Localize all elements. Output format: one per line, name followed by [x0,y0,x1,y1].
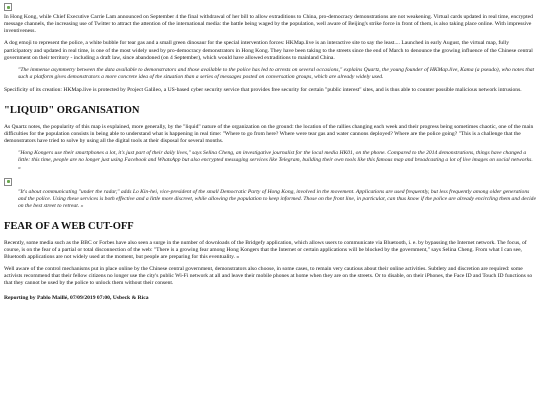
paragraph-caution: Well aware of the control mechanisms put in place online by the Chinese central government, demonstrators also choose, in some cases, to remain very cautious about their online activities. Subtlety and discretion are required: some activists recommend that their fellow citizens no longer use the city's public Wi-Fi network at all and leave their mobile phones at home when they are on the streets. Or to disable, on their iPhones, the Face ID and Touch ID functions so that they cannot be used by the police to unlock them without their consent. [4,266,533,287]
heading-fear-web-cutoff: FEAR OF A WEB CUT-OFF [4,221,134,233]
paragraph-bridgefy: Recently, some media such as the BBC or Forbes have also seen a surge in the number of downloads of the Bridgefy application, which allows users to communicate via Bluetooth, i. e. by bypassing the Internet network. The focus, of course, is on the fear of a partial or total disconnection of the web: "There is a growing fear among Hong Kongers that the Internet or certain applications will be blocked by the government," says Selina Cheng. From what I can see, Bluetooth applications are not widely used at the moment, but people are preparing for this eventuality. » [4,239,527,260]
paragraph-hkmap: A dog emoji to represent the police, a white bubble for tear gas and a small green dinosaur for the special intervention forces: HKMap.live is an interactive site to say the least.... Launched in early August, the virtual map, fully participatory and updated in real time, is one of the most widely used by pro-democracy demonstrators in Hong Kong. They have been taking to the streets since the end of March to denounce the growing influence of the Chinese central government on their territory - including a draft law, since abandoned (on 4 September), which would have allowed extraditions to mainland China. [4,40,533,61]
paragraph-liquid: As Quartz notes, the popularity of this map is explained, more generally, by the "liquid" nature of the organization on the ground: the location of the rallies changing each week and their progress being sometimes chaotic, one of the main difficulties for the population consists in being able to understand what is happening in real time: "Where to go from here? Where were tear gas and water cannons deployed? Where are the police going? "This is a challenge that the demonstrators have tried to solve by using all the digital tools at their disposal for several months. [4,123,534,145]
heading-liquid-organisation: "LIQUID" ORGANISATION [4,105,140,117]
quote-quartz: "The immense asymmetry between the data available to demonstrators and those available to the police has led to arrests on several occasions," explains Quartz, the young founder of HKMap.live, Kama (a pseudo), who notes that such a platform gives demonstrators a more concrete idea of the situation than a series of messages posted on conversation groups, which are already widely used. [18,66,535,81]
quote-selina-cheng: "Hong Kongers use their smartphones a lot, it's just part of their daily lives," says Selina Cheng, an investigative journalist for the local media HK01, on the phone. Compared to the 2014 demonstrations, things have changed a little: this time, people are no longer just using Facebook and WhatsApp but also encrypted messaging services like Telegram, building their own tools like this famous map and broadcasting a lot of live images on social networks. » [18,150,533,171]
paragraph-intro: In Hong Kong, while Chief Executive Carrie Lam announced on September 4 the final withdrawal of her bill to allow extraditions to China, pro-democracy demonstrations are not weakening. Virtual cards updated in real time, encrypted message channels, the increasing use of Twitter to attract the attention of the international media: the battle being waged by the population, well aware of Beijing's strike force in front of them, is also taking place online. With impressive inventiveness. [4,14,533,35]
paragraph-galileo: Specificity of its creation: HKMap.live is protected by Project Galileo, a US-based cyber security service that provides free security for certain "public interest" sites, and is thus able to counter possible malicious network intrusions. [4,87,522,94]
quote-lo-kin-hei: "It's about communicating "under the radar," adds Lo Kin-hei, vice-president of the small Democratic Party of Hong Kong, involved in the movement. Applications are used frequently, but less frequently among older generations and the police. Using these services is both effective and a little more discreet, while allowing the population to keep informed. Those on the front line, in particular, can thus know if the police are already encircling them and decide on the best street to retreat. » [18,188,536,210]
byline: Reporting by Pablo Maillé, 07/09/2019 07:00, Usbeck & Rica [4,294,149,301]
broken-image-icon [4,3,12,11]
broken-image-icon [4,178,12,186]
